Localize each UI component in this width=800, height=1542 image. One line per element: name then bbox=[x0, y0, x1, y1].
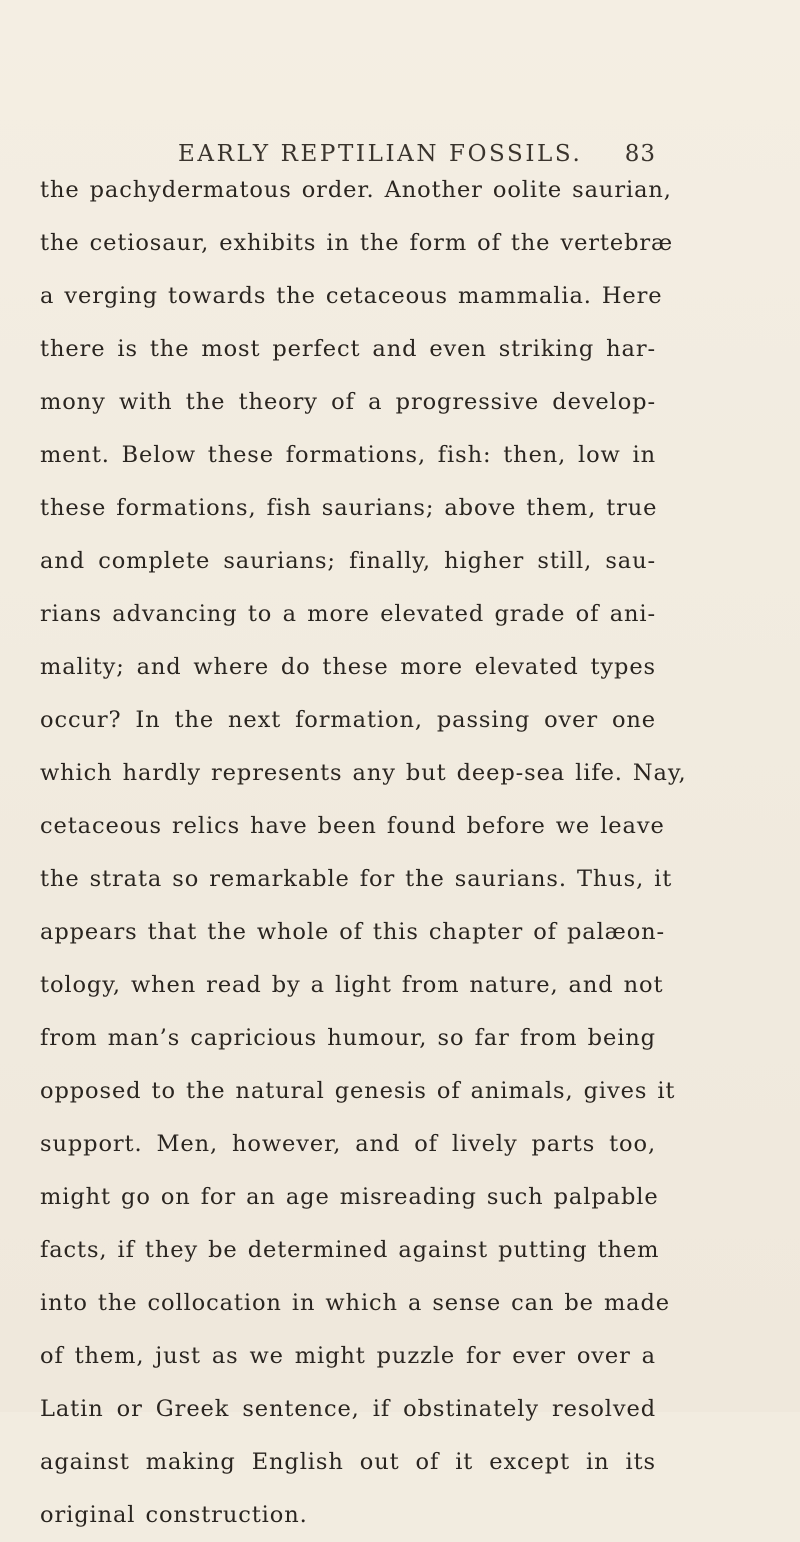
text-line: the cetiosaur, exhibits in the form of the vertebræ bbox=[40, 230, 674, 256]
text-line: mony with the theory of a progressive develop- bbox=[40, 389, 656, 415]
text-line: rians advancing to a more elevated grade of ani- bbox=[40, 601, 656, 627]
text-line: the strata so remarkable for the saurians. Thus, it bbox=[40, 866, 673, 892]
text-line: these formations, fish saurians; above them, true bbox=[40, 495, 658, 521]
text-line: tology, when read by a light from nature, and not bbox=[40, 972, 664, 998]
text-line: opposed to the natural genesis of animals, gives it bbox=[40, 1078, 676, 1104]
text-line: a verging towards the cetaceous mammalia. Here bbox=[40, 283, 663, 309]
text-line: the pachydermatous order. Another oolite saurian, bbox=[40, 177, 672, 203]
text-line: support. Men, however, and of lively parts too, bbox=[40, 1131, 656, 1157]
page-number: 83 bbox=[624, 141, 656, 167]
text-line: into the collocation in which a sense can be made bbox=[40, 1290, 671, 1316]
text-line: ment. Below these formations, fish: then, low in bbox=[40, 442, 656, 468]
text-line: facts, if they be determined against putting them bbox=[40, 1237, 660, 1263]
text-line: occur? In the next formation, passing over one bbox=[40, 707, 656, 733]
text-line: there is the most perfect and even striking har- bbox=[40, 336, 656, 362]
text-line: from man’s capricious humour, so far from being bbox=[40, 1025, 656, 1051]
text-line: of them, just as we might puzzle for ever over a bbox=[40, 1343, 656, 1369]
text-line: which hardly represents any but deep-sea life. Nay, bbox=[40, 760, 687, 786]
text-line: and complete saurians; finally, higher still, sau- bbox=[40, 548, 656, 574]
body-text bbox=[40, 164, 687, 1542]
text-line: might go on for an age misreading such palpable bbox=[40, 1184, 659, 1210]
text-line: against making English out of it except in its bbox=[40, 1449, 656, 1475]
text-line: mality; and where do these more elevated types bbox=[40, 654, 656, 680]
text-line: Latin or Greek sentence, if obstinately resolved bbox=[40, 1396, 656, 1422]
text-line: appears that the whole of this chapter of palæon- bbox=[40, 919, 666, 945]
text-line: original construction. bbox=[40, 1502, 308, 1528]
text-line: cetaceous relics have been found before we leave bbox=[40, 813, 665, 839]
running-head: EARLY REPTILIAN FOSSILS. bbox=[178, 141, 583, 167]
